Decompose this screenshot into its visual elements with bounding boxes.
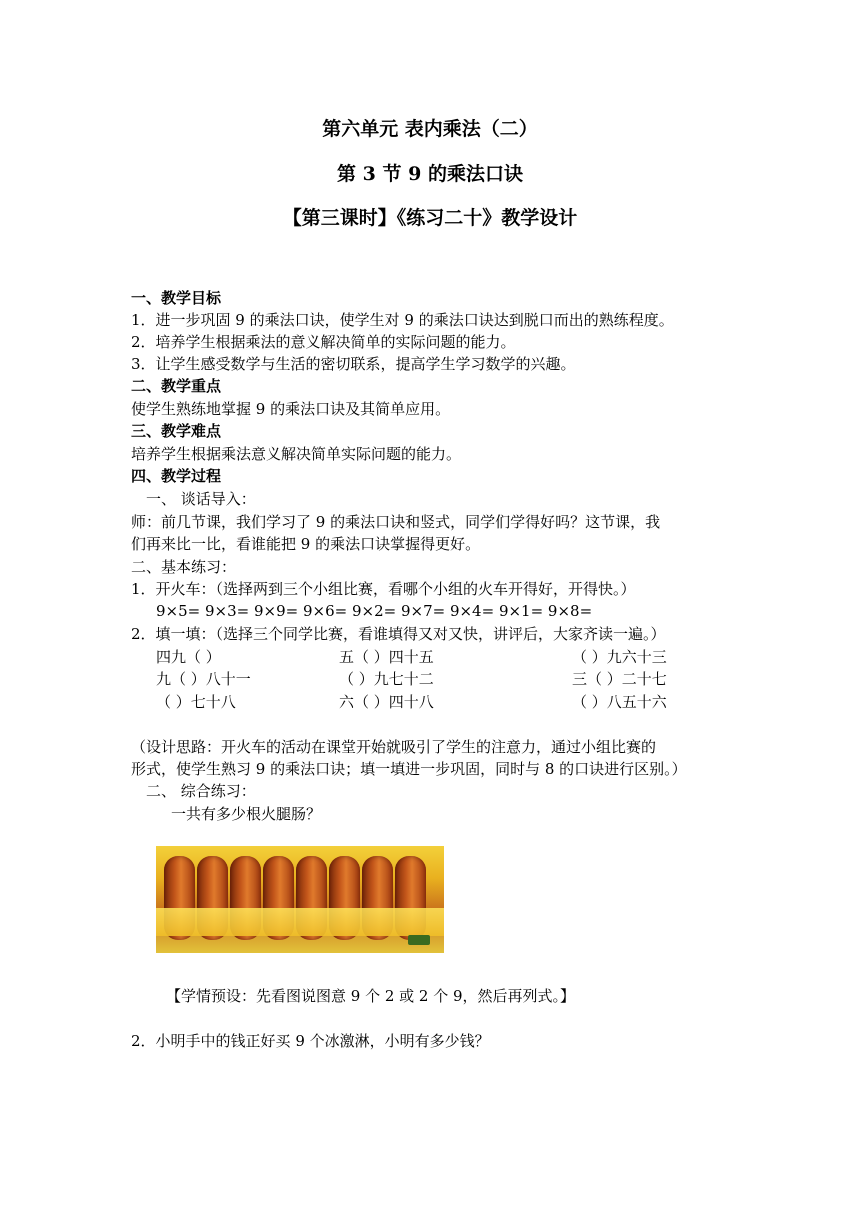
question-sausages: 一共有多少根火腿肠？ — [171, 805, 322, 823]
fill-r2c2: （ ）九七十二 — [339, 670, 434, 688]
heading-difficulties: 三、教学难点 — [131, 422, 222, 440]
difficulty-text: 培养学生根据乘法意义解决简单实际问题的能力。 — [131, 445, 462, 463]
heading-objectives: 一、教学目标 — [131, 289, 222, 307]
objective-3: 3．让学生感受数学与生活的密切联系，提高学生学习数学的兴趣。 — [131, 355, 576, 373]
heading-process: 四、教学过程 — [131, 467, 222, 485]
exercise-2: 2．填一填：（选择三个同学比赛，看谁填得又对又快，讲评后，大家齐读一遍。） — [131, 625, 666, 643]
intro-line-1: 师：前几节课，我们学习了 9 的乘法口诀和竖式，同学们学得好吗？这节课，我 — [131, 513, 661, 531]
objective-2: 2．培养学生根据乘法的意义解决简单的实际问题的能力。 — [131, 333, 516, 351]
fill-r3c2: 六（ ）四十八 — [339, 693, 434, 711]
fill-r1c3: （ ）九六十三 — [572, 648, 667, 666]
lesson-title: 【第三课时】《练习二十》教学设计 — [282, 207, 578, 229]
section-title: 第 3 节 9 的乘法口诀 — [337, 163, 523, 185]
fill-r2c1: 九（ ）八十一 — [156, 670, 251, 688]
fill-r3c3: （ ）八五十六 — [572, 693, 667, 711]
design-note-2: 形式，使学生熟习 9 的乘法口诀；填一填进一步巩固，同时与 8 的口诀进行区别。） — [131, 760, 687, 778]
exercise-1-items: 9×5= 9×3= 9×9= 9×6= 9×2= 9×7= 9×4= 9×1= 9×8= — [156, 602, 593, 620]
question-ice-cream: 2．小明手中的钱正好买 9 个冰激淋，小明有多少钱？ — [131, 1032, 490, 1050]
step1-heading: 一、 谈话导入： — [146, 490, 256, 508]
step2-heading: 二、基本练习： — [131, 558, 237, 576]
design-note-1: （设计思路：开火车的活动在课堂开始就吸引了学生的注意力，通过小组比赛的 — [131, 738, 657, 756]
step3-heading: 二、 综合练习： — [146, 782, 256, 800]
fill-r1c2: 五（ ）四十五 — [339, 648, 434, 666]
fill-r3c1: （ ）七十八 — [156, 693, 236, 711]
intro-line-2: 们再来比一比，看谁能把 9 的乘法口诀掌握得更好。 — [131, 535, 481, 553]
fill-r2c3: 三（ ）二十七 — [572, 670, 667, 688]
sausage-photo — [156, 846, 444, 953]
objective-1: 1．进一步巩固 9 的乘法口诀，使学生对 9 的乘法口诀达到脱口而出的熟练程度。 — [131, 311, 674, 329]
key-point-text: 使学生熟练地掌握 9 的乘法口诀及其简单应用。 — [131, 400, 451, 418]
fill-r1c1: 四九（ ） — [156, 648, 221, 666]
learning-hint: 【学情预设：先看图说图意 9 个 2 或 2 个 9，然后再列式。】 — [166, 987, 576, 1005]
exercise-1: 1．开火车：（选择两到三个小组比赛，看哪个小组的火车开得好，开得快。） — [131, 580, 636, 598]
heading-key-points: 二、教学重点 — [131, 377, 222, 395]
unit-title: 第六单元 表内乘法（二） — [322, 118, 538, 140]
